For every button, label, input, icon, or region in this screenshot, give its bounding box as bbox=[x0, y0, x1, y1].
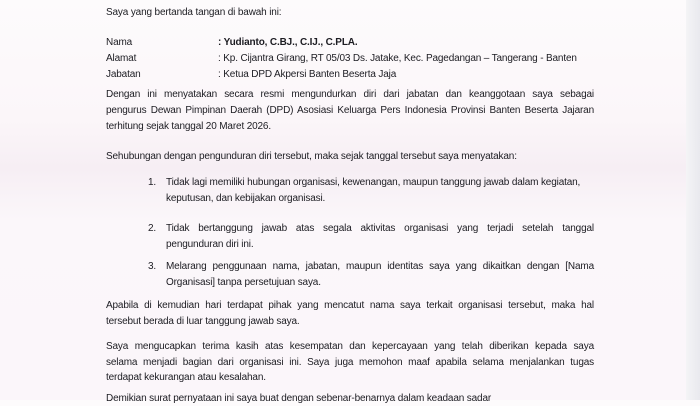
field-label-name: Nama bbox=[106, 37, 133, 48]
scan-edge bbox=[686, 0, 700, 400]
disclaimer-line: tersebut berada di luar tanggung jawab saya. bbox=[106, 316, 300, 327]
thanks-line: Saya mengucapkan terima kasih atas kesempatan dan kepercayaan yang telah diberikan kepada saya bbox=[106, 341, 594, 352]
intro-text: Saya yang bertanda tangan di bawah ini: bbox=[106, 7, 282, 18]
statement-line: terhitung sejak tanggal 20 Maret 2026. bbox=[106, 121, 271, 132]
statement-line: Dengan ini menyatakan secara resmi mengundurkan diri dari jabatan dan keanggotaan saya sebagai bbox=[106, 89, 594, 100]
field-value-address: : Kp. Cijantra Girang, RT 05/03 Ds. Jatake, Kec. Pagedangan – Tangerang - Banten bbox=[218, 53, 577, 64]
point-line: keputusan, dan kebijakan organisasi. bbox=[166, 193, 326, 204]
point-line: pengunduran diri ini. bbox=[166, 239, 254, 250]
field-label-position: Jabatan bbox=[106, 69, 141, 80]
point-number: 2. bbox=[148, 223, 157, 234]
thanks-line: terdapat kekurangan atau kesalahan. bbox=[106, 372, 266, 383]
consequence-intro: Sehubungan dengan pengunduran diri tersebut, maka sejak tanggal tersebut saya menyatakan: bbox=[106, 151, 517, 162]
point-line: Tidak bertanggung jawab atas segala aktivitas organisasi yang terjadi setelah tanggal bbox=[166, 223, 594, 234]
statement-line: pengurus Dewan Pimpinan Daerah (DPD) Asosiasi Keluarga Pers Indonesia Provinsi Banten Beserta Jajaran bbox=[106, 105, 594, 116]
field-value-name: : Yudianto, C.BJ., C.IJ., C.PLA. bbox=[218, 37, 358, 48]
point-line: Melarang penggunaan nama, jabatan, maupun identitas saya yang dikaitkan dengan [Nama bbox=[166, 261, 594, 272]
point-line: Organisasi] tanpa persetujuan saya. bbox=[166, 277, 321, 288]
field-value-position: : Ketua DPD Akpersi Banten Beserta Jaja bbox=[218, 69, 397, 80]
point-number: 3. bbox=[148, 261, 157, 272]
point-number: 1. bbox=[148, 177, 157, 188]
point-line: Tidak lagi memiliki hubungan organisasi, kewenangan, maupun tanggung jawab dalam kegiatan, bbox=[166, 177, 581, 188]
thanks-line: selama menjadi bagian dari organisasi ini. Saya juga memohon maaf apabila selama menjalankan tugas bbox=[106, 357, 594, 368]
disclaimer-line: Apabila di kemudian hari terdapat pihak yang mencatut nama saya terkait organisasi tersebut, maka hal bbox=[106, 300, 594, 311]
closing-line: Demikian surat pernyataan ini saya buat dengan sebenar-benarnya dalam keadaan sadar bbox=[106, 393, 492, 404]
field-label-address: Alamat bbox=[106, 53, 137, 64]
